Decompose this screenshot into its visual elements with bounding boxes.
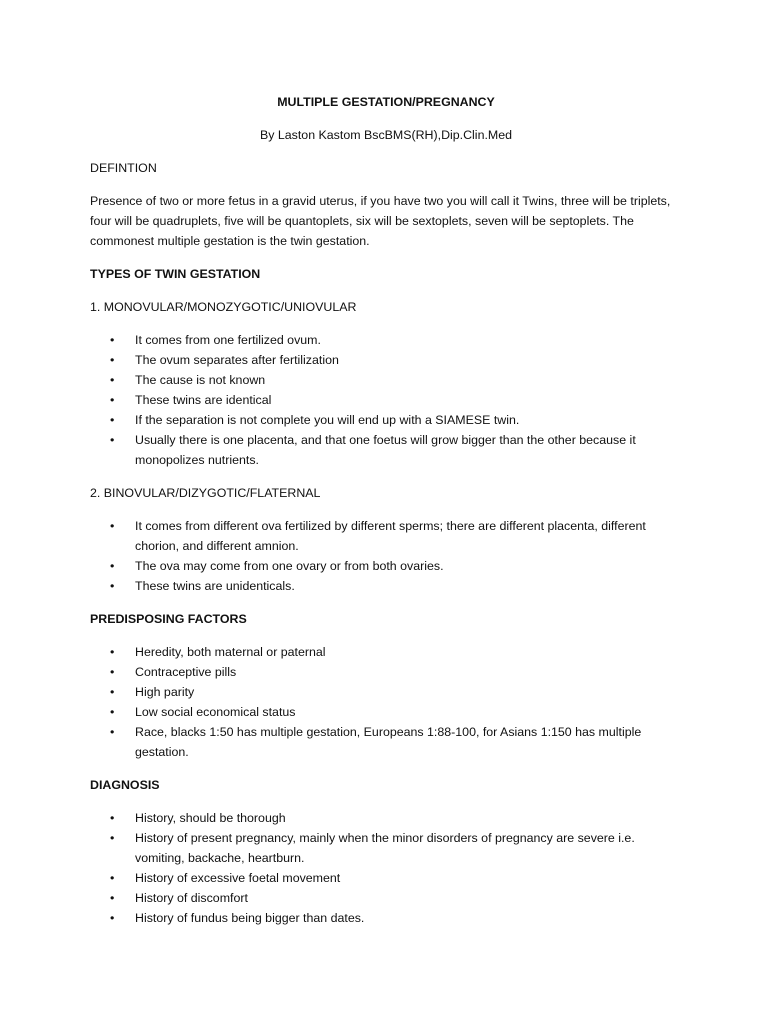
bullet-icon: • — [110, 725, 115, 739]
list-item-text: If the separation is not complete you will end up with a SIAMESE twin. — [135, 413, 520, 427]
types-heading: TYPES OF TWIN GESTATION — [90, 267, 261, 281]
bullet-icon: • — [110, 811, 115, 825]
bullet-icon: • — [110, 353, 115, 367]
list-item — [90, 722, 682, 762]
list-item — [90, 662, 682, 682]
list-item-text: It comes from one fertilized ovum. — [135, 333, 321, 347]
document-page — [90, 92, 682, 941]
predisposing-heading: PREDISPOSING FACTORS — [90, 612, 247, 626]
binovular-heading: 2. BINOVULAR/DIZYGOTIC/FLATERNAL — [90, 486, 321, 500]
list-item — [90, 370, 682, 390]
list-item-text: It comes from different ova fertilized by different sperms; there are different placenta, different chorion, and different amnion. — [135, 519, 646, 553]
bullet-icon: • — [110, 911, 115, 925]
bullet-icon: • — [110, 831, 115, 845]
list-item-text: Usually there is one placenta, and that one foetus will grow bigger than the other because it monopolizes nutrients. — [135, 433, 636, 467]
list-item — [90, 576, 682, 596]
list-item — [90, 330, 682, 350]
list-item-text: Heredity, both maternal or paternal — [135, 645, 326, 659]
bullet-icon: • — [110, 665, 115, 679]
bullet-icon: • — [110, 519, 115, 533]
document-author: By Laston Kastom BscBMS(RH),Dip.Clin.Med — [259, 128, 513, 142]
list-item — [90, 390, 682, 410]
list-item — [90, 702, 682, 722]
list-item — [90, 808, 682, 828]
document-title: MULTIPLE GESTATION/PREGNANCY — [277, 95, 495, 109]
list-item — [90, 828, 682, 868]
list-item — [90, 410, 682, 430]
list-item-text: The cause is not known — [135, 373, 266, 387]
list-item-text: These twins are identical — [135, 393, 272, 407]
list-item — [90, 350, 682, 370]
list-item-text: Race, blacks 1:50 has multiple gestation, Europeans 1:88-100, for Asians 1:150 has multiple gestation. — [135, 725, 642, 759]
bullet-icon: • — [110, 559, 115, 573]
bullet-icon: • — [110, 579, 115, 593]
list-item-text: History of excessive foetal movement — [135, 871, 341, 885]
bullet-icon: • — [110, 685, 115, 699]
bullet-icon: • — [110, 645, 115, 659]
monovular-heading: 1. MONOVULAR/MONOZYGOTIC/UNIOVULAR — [90, 300, 357, 314]
definition-heading: DEFINTION — [90, 161, 157, 175]
list-item-text: Low social economical status — [135, 705, 296, 719]
list-item-text: History of discomfort — [135, 891, 248, 905]
bullet-icon: • — [110, 373, 115, 387]
list-item-text: High parity — [135, 685, 195, 699]
bullet-icon: • — [110, 413, 115, 427]
bullet-icon: • — [110, 433, 115, 447]
list-item — [90, 868, 682, 888]
list-item-text: These twins are unidenticals. — [135, 579, 295, 593]
bullet-icon: • — [110, 705, 115, 719]
list-item-text: The ova may come from one ovary or from both ovaries. — [135, 559, 444, 573]
bullet-icon: • — [110, 393, 115, 407]
list-item — [90, 516, 682, 556]
list-item — [90, 430, 682, 470]
list-item — [90, 642, 682, 662]
bullet-icon: • — [110, 871, 115, 885]
list-item-text: History, should be thorough — [135, 811, 286, 825]
list-item — [90, 556, 682, 576]
list-item — [90, 888, 682, 908]
diagnosis-heading: DIAGNOSIS — [90, 778, 160, 792]
binovular-list — [90, 516, 682, 596]
list-item-text: The ovum separates after fertilization — [135, 353, 339, 367]
list-item-text: History of present pregnancy, mainly when the minor disorders of pregnancy are severe i.e. vomiting, backache, heartburn. — [135, 831, 635, 865]
bullet-icon: • — [110, 333, 115, 347]
bullet-icon: • — [110, 891, 115, 905]
definition-text: Presence of two or more fetus in a gravid uterus, if you have two you will call it Twins, three will be triplets, four will be quadruplets, five will be quantoplets, six will be sextoplets, seven will be septoplets. The commonest multiple gestation is the twin gestation. — [90, 194, 671, 248]
list-item — [90, 682, 682, 702]
diagnosis-list — [90, 808, 682, 928]
list-item-text: Contraceptive pills — [135, 665, 237, 679]
predisposing-list — [90, 642, 682, 762]
monovular-list — [90, 330, 682, 470]
list-item-text: History of fundus being bigger than dates. — [135, 911, 365, 925]
list-item — [90, 908, 682, 928]
